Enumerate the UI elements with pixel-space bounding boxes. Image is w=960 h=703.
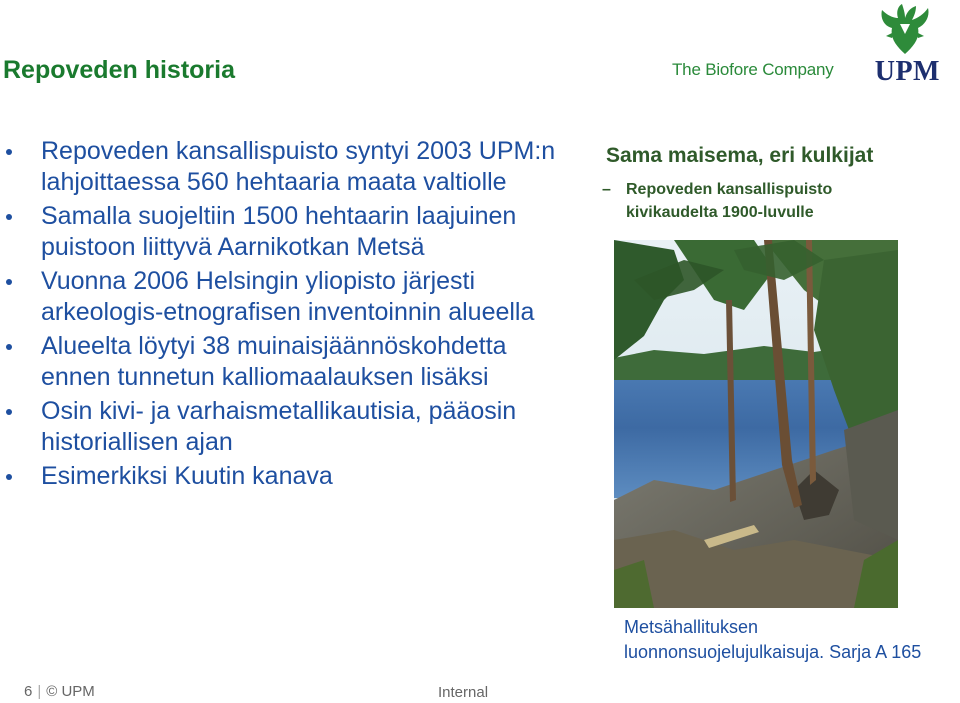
caption-line-1: Metsähallituksen [624, 617, 759, 637]
bullet-text: Repoveden kansallispuisto syntyi 2003 UPM:n lahjoittaessa 560 hehtaaria maata valtiolle [41, 137, 556, 196]
photo-subheading-text: Repoveden kansallispuisto kivikaudelta 1900-luvulle [626, 181, 833, 221]
bullet-item [0, 136, 575, 197]
bullet-item [0, 396, 575, 457]
photo-panel [596, 136, 908, 616]
bullet-text: Vuonna 2006 Helsingin yliopisto järjesti arkeologis-etnografisen inventoinnin alueella [41, 267, 535, 326]
photo-subheading [602, 178, 906, 224]
bullet-text: Alueelta löytyi 38 muinaisjäännöskohdetta ennen tunnetun kalliomaalauksen lisäksi [41, 332, 507, 391]
bullet-dot-icon [6, 344, 12, 350]
company-tagline: The Biofore Company [672, 60, 834, 79]
photo-caption [624, 615, 960, 665]
classification-label: Internal [438, 684, 489, 701]
bullet-item [0, 201, 575, 262]
bullet-item [0, 331, 575, 392]
copyright: © UPM [46, 683, 95, 700]
griffin-logo-icon [874, 2, 936, 58]
bullet-dot-icon [6, 214, 12, 220]
footer-separator: | [37, 683, 42, 700]
lake-landscape-photo [614, 240, 898, 608]
caption-line-2: luonnonsuojelujulkaisuja. Sarja A 165 [624, 642, 922, 662]
upm-logo [670, 2, 940, 92]
bullet-text: Esimerkiksi Kuutin kanava [41, 462, 333, 490]
bullet-item [0, 266, 575, 327]
bullet-dot-icon [6, 409, 12, 415]
photo-heading: Sama maisema, eri kulkijat [606, 144, 874, 167]
dash-marker: – [602, 181, 611, 198]
bullet-text: Osin kivi- ja varhaismetallikautisia, pääosin historiallisen ajan [41, 397, 517, 456]
footer-page-info [24, 683, 95, 700]
page-number: 6 [24, 683, 33, 700]
bullet-list [0, 136, 575, 496]
slide-title: Repoveden historia [3, 56, 235, 84]
bullet-text: Samalla suojeltiin 1500 hehtaarin laajuinen puistoon liittyvä Aarnikotkan Metsä [41, 202, 517, 261]
bullet-dot-icon [6, 149, 12, 155]
company-wordmark: UPM [874, 56, 940, 87]
bullet-dot-icon [6, 474, 12, 480]
bullet-item [0, 461, 575, 492]
bullet-dot-icon [6, 279, 12, 285]
